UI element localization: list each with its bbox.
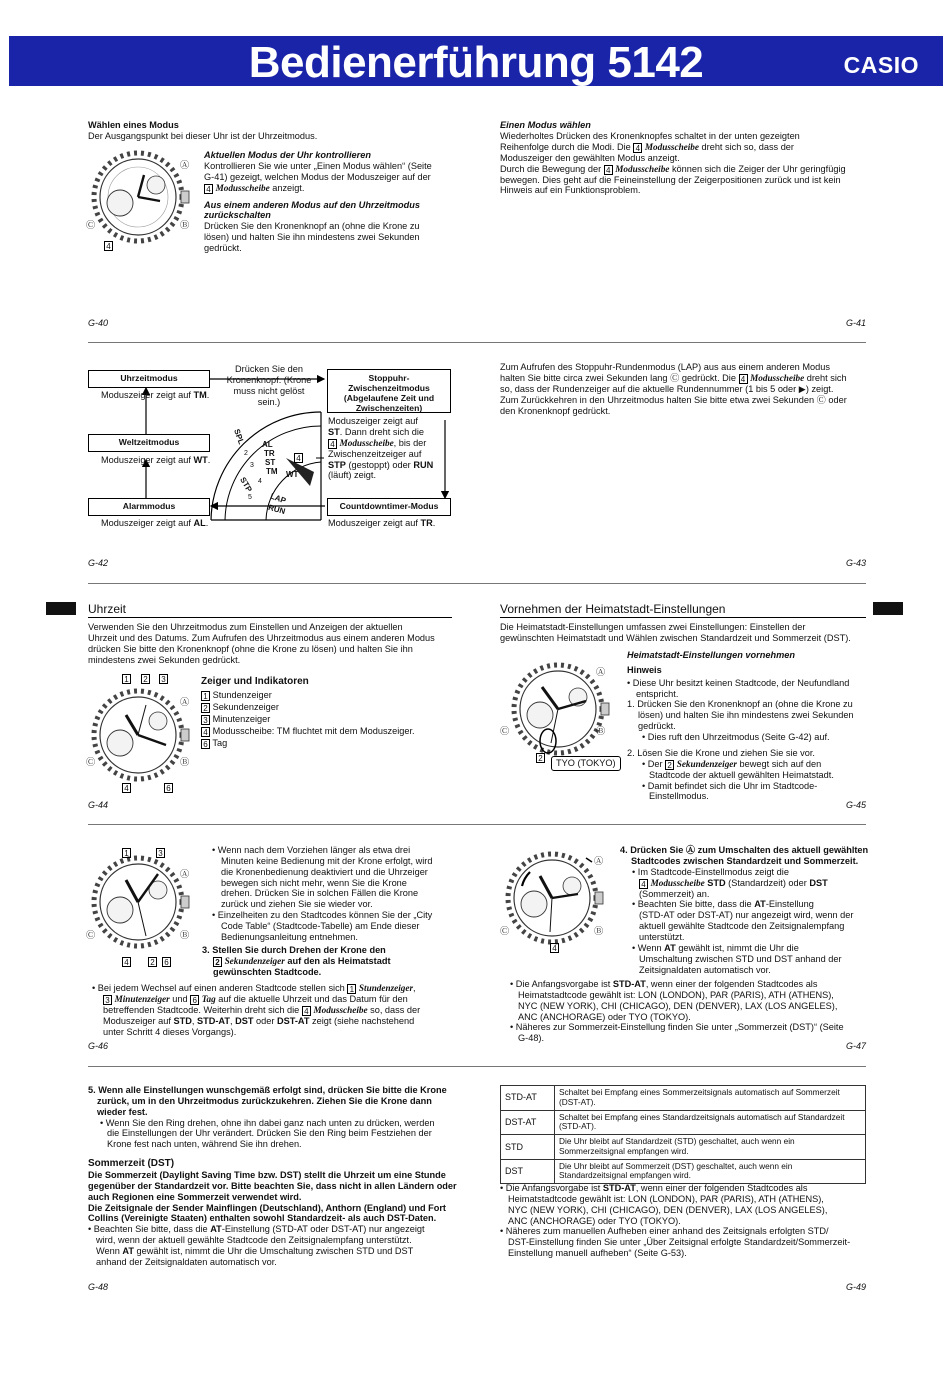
box-uhrzeitmodus: Uhrzeitmodus	[88, 370, 210, 388]
g47-b3c: Umschaltung zwischen STD und DST anhand der	[639, 953, 842, 964]
g49-n1d: NYC (NEW YORK), CHI (CHICAGO), DEN (DENVER), LAX (LOS ANGELES),	[508, 1204, 828, 1215]
g45-sub: Heimatstadt-Einstellungen vornehmen	[627, 650, 795, 660]
g46-b1b: Minuten keine Bedienung mit der Krone erfolgt, wird	[221, 855, 433, 866]
g41-line-3: Moduszeiger den gewählten Modus anzeigt.	[500, 152, 680, 163]
g42-press-line-c: muss nicht gelöst	[233, 385, 305, 396]
g47-b2c: (STD-AT oder DST-AT) nur angezeigt wird, wenn der	[639, 910, 854, 921]
g46-b2b: Code Table“ (Stadtcode-Tabelle) am Ende dieser	[221, 921, 420, 932]
g48-p4: Die Zeitsignale der Sender Mainflingen (Deutschland), Anthorn (England) und Fort	[88, 1202, 446, 1213]
g47-label-a: Ⓐ	[594, 856, 604, 866]
g40-sub1-line-c: 4 Modusscheibe anzeigt.	[204, 183, 454, 194]
section-title-uhrzeit: Uhrzeit	[88, 602, 452, 618]
g40-label-c: Ⓒ	[86, 220, 96, 230]
page-number-g49: G-49	[846, 1282, 867, 1292]
g48-step-5c: wieder fest.	[97, 1106, 148, 1117]
box-stoppuhr: Stoppuhr- Zwischenzeitmodus (Abgelaufene Zeit und Zwischenzeiten)	[327, 369, 451, 413]
g48-b1d: Wenn AT gewählt ist, nimmt die Uhr die Umschaltung zwischen STD und DST	[96, 1245, 414, 1256]
g46-b1c: die Kronenbedienung deaktiviert und die Uhrzeiger	[221, 866, 428, 877]
g45-step-1c: gedrückt.	[638, 721, 676, 732]
g46-p4: Moduszeiger auf STD, STD-AT, DST oder DST-AT zeigt (siehe nachstehend	[103, 1016, 415, 1026]
g41-line-4: Durch die Bewegung der 4 Modusscheibe können sich die Zeiger der Uhr geringfügig	[500, 163, 846, 175]
page-number-g48: G-48	[88, 1282, 109, 1292]
g44-sub: Zeiger und Indikatoren	[201, 676, 309, 687]
g41-line-2: Reihenfolge durch die Modi. Die 4 Modusscheibe dreht sich so, dass der	[500, 141, 794, 153]
g44-label-3: 3	[159, 674, 168, 684]
page-number-g42: G-42	[88, 558, 109, 568]
g48-step-5d: • Wenn Sie den Ring drehen, ohne ihn dabei ganz nach unten zu drücken, werden	[100, 1117, 435, 1128]
g44-label-b: Ⓑ	[180, 757, 190, 767]
g45-note-1b: entspricht.	[636, 688, 679, 699]
table-cell-value: Die Uhr bleibt auf Sommerzeit (DST) geschaltet, auch wenn ein Standardzeitsignal empfangen wird.	[555, 1159, 866, 1184]
g47-n2b: G-48).	[518, 1033, 545, 1044]
table-cell-value: Schaltet bei Empfang eines Sommerzeitsignals automatisch auf Sommerzeit (DST-AT).	[555, 1086, 866, 1111]
g42-press-line-a: Drücken Sie den	[235, 364, 303, 374]
g49-n1e: ANC (ANCHORAGE) oder TYO (TOKYO).	[508, 1215, 681, 1226]
g44-label-1: 1	[122, 674, 131, 684]
dial-label-3: 3	[250, 462, 254, 469]
g45-label-c: Ⓒ	[500, 726, 510, 736]
g45-label-2: 2	[536, 753, 545, 763]
divider	[88, 1066, 866, 1067]
dial-label-lap: LAP	[269, 491, 288, 506]
g46-step-3c: gewünschten Stadtcode.	[213, 966, 322, 977]
g46-b1d: bewegen sich nicht mehr, wenn Sie die Krone	[221, 877, 407, 888]
dial-label-al: AL	[262, 440, 273, 449]
g46-step-3a: 3. Stellen Sie durch Drehen der Krone den	[202, 945, 386, 955]
g49-n1a: • Die Anfangsvorgabe ist STD-AT, wenn einer der folgenden Stadtcodes als	[500, 1183, 808, 1193]
g46-b1e: drehen. Drücken Sie in solchen Fällen die Krone	[221, 888, 419, 899]
g47-n1c: Heimatstadtcode gewählt ist: LON (LONDON), PAR (PARIS), ATH (ATHENS),	[518, 989, 834, 1000]
page-number-g41: G-41	[846, 318, 867, 328]
page-number-g40: G-40	[88, 318, 109, 328]
g42-note-countdown: Moduszeiger zeigt auf TR.	[328, 518, 436, 528]
g41-line-1: Wiederholtes Drücken des Kronenknopfes schaltet in der unten gezeigten	[500, 130, 800, 141]
g48-step-5f: Krone fest nach unten, während Sie ihn drehen.	[107, 1139, 302, 1150]
table-row	[501, 1159, 866, 1184]
g40-label-a: Ⓐ	[180, 160, 190, 170]
g45-hinweis: Hinweis	[627, 664, 662, 675]
g48-sub: Sommerzeit (DST)	[88, 1158, 175, 1170]
divider	[88, 342, 866, 343]
g48-b1a: • Beachten Sie bitte, dass die AT-Einstellung (STD-AT oder DST-AT) nur angezeigt	[88, 1224, 425, 1235]
page-number-g43: G-43	[846, 558, 867, 568]
g44-line-4: mindestens zwei Sekunden gedrückt.	[88, 654, 241, 665]
g48-step-5a: 5. Wenn alle Einstellungen wunschgemäß erfolgt sind, drücken Sie bitte die Krone	[88, 1085, 447, 1095]
g42-note-stop: Moduszeiger zeigt auf ST. Dann dreht sich die 4 Modusscheibe, bis der Zwischenzeitzeiger auf STP (gestoppt) oder RUN (läuft) zeigt.	[328, 416, 434, 481]
dial-label-tm: TM	[266, 467, 278, 476]
g45-step-1d: • Dies ruft den Uhrzeitmodus (Seite G-42) auf.	[642, 732, 830, 743]
brand-logo: CASIO	[843, 52, 919, 78]
g48-b1c: wird, wenn der aktuell gewählte Stadtcode den Zeitsignalempfang unterstützt.	[96, 1235, 412, 1246]
g40-sub2-line-a: Drücken Sie den Kronenknopf an (ohne die Krone zu	[204, 221, 420, 232]
g46-label-6: 6	[162, 957, 171, 967]
g40-heading: Wählen eines Modus	[88, 120, 179, 130]
g47-n1a: • Die Anfangsvorgabe ist STD-AT, wenn einer der folgenden Stadtcodes als	[510, 979, 818, 989]
g46-label-b: Ⓑ	[180, 930, 190, 940]
g45-label-a: Ⓐ	[596, 667, 606, 677]
g43-line-4: Zum Zurückkehren in den Uhrzeitmodus halten Sie bitte etwa zwei Sekunden Ⓒ oder	[500, 394, 847, 405]
dial-label-spl: SPL	[232, 427, 246, 446]
page-number-g45: G-45	[846, 800, 867, 810]
table-cell-key: DST-AT	[501, 1110, 555, 1135]
g44-item-1: 1 Stundenzeiger	[201, 690, 451, 701]
g43-line-5: den Kronenknopf gedrückt.	[500, 405, 611, 416]
g47-label-b: Ⓑ	[594, 926, 604, 936]
divider	[88, 824, 866, 825]
box-weltzeitmodus: Weltzeitmodus	[88, 434, 210, 452]
g40-sub2-line-b: lösen) und halten Sie ihn mindestens zwei Sekunden	[204, 232, 420, 243]
g46-label-c: Ⓒ	[86, 930, 96, 940]
section-tab-right	[873, 602, 903, 615]
g49-n2c: Einstellung manuell aufheben“ (Seite G-53).	[508, 1248, 687, 1259]
g48-p3: auch Regionen eine Sommerzeit verwendet wird.	[88, 1191, 302, 1202]
manual-header	[9, 36, 943, 86]
g42-note-alarm: Moduszeiger zeigt auf AL.	[101, 518, 209, 528]
g46-b2a: • Einzelheiten zu den Stadtcodes können Sie der „City	[212, 910, 433, 921]
g45-step-2a-cont: Stadtcode der aktuell gewählten Heimatstadt.	[649, 769, 834, 780]
dial-label-4: 4	[258, 478, 262, 485]
box-alarmmodus: Alarmmodus	[88, 498, 210, 516]
g47-b2e: unterstützt.	[639, 932, 685, 943]
g40-sub1-line-b: G-41) gezeigt, welchen Modus der Moduszeiger auf der	[204, 171, 431, 182]
dial-label-wt: WT	[286, 470, 299, 479]
table-row	[501, 1110, 866, 1135]
g40-sub2-title-b: zurückschalten	[204, 210, 271, 221]
g45-step-2b-cont: Einstellmodus.	[649, 791, 709, 802]
g42-label-4: 4	[294, 453, 303, 463]
g44-line-1: Verwenden Sie den Uhrzeitmodus zum Einstellen und Anzeigen der aktuellen	[88, 622, 403, 632]
g44-label-a: Ⓐ	[180, 697, 190, 707]
box-countdowntimer: Countdowntimer-Modus	[327, 498, 451, 516]
g46-label-4: 4	[122, 957, 131, 967]
page-number-g47: G-47	[846, 1041, 867, 1051]
g49-n1c: Heimatstadtcode gewählt ist: LON (LONDON), PAR (PARIS), ATH (ATHENS),	[508, 1193, 824, 1204]
dial-label-st: ST	[265, 458, 276, 467]
g41-heading: Einen Modus wählen	[500, 120, 591, 130]
g45-label-b: Ⓑ	[596, 726, 606, 736]
g46-b1a: • Wenn nach dem Vorziehen länger als etwa drei	[212, 845, 411, 855]
g46-b2c: Bedienungsanleitung entnehmen.	[221, 931, 358, 942]
g48-p2: gegenüber der Standardzeit vor. Bitte beachten Sie, dass nicht in allen Ländern oder	[88, 1180, 457, 1191]
g47-label-c: Ⓒ	[500, 926, 510, 936]
g45-tyo-callout: TYO (TOKYO)	[551, 756, 621, 771]
g47-step-4a: 4. Drücken Sie Ⓐ zum Umschalten des aktuell gewählten	[620, 845, 869, 855]
table-cell-key: STD-AT	[501, 1086, 555, 1111]
g42-note-world: Moduszeiger zeigt auf WT.	[101, 455, 211, 465]
section-title-heimatstadt: Vornehmen der Heimatstadt-Einstellungen	[500, 602, 866, 618]
g46-label-2: 2	[148, 957, 157, 967]
g46-p1: • Bei jedem Wechsel auf einen anderen Stadtcode stellen sich 1 Stundenzeiger,	[92, 983, 416, 994]
table-cell-value: Schaltet bei Empfang eines Standardzeitsignals automatisch auf Standardzeit (STD-AT).	[555, 1110, 866, 1135]
g46-p2: 3 Minutenzeiger und 6 Tag auf die aktuelle Uhrzeit und das Datum für den	[92, 994, 462, 1005]
g46-b1f: zurück und ziehen Sie sie wieder vor.	[221, 899, 373, 910]
g40-sub2-line-c: gedrückt.	[204, 243, 242, 254]
g40-sub1-title: Aktuellen Modus der Uhr kontrollieren	[204, 150, 371, 160]
g44-label-c: Ⓒ	[86, 757, 96, 767]
g47-b3d: Zeitsignaldaten automatisch vor.	[639, 964, 771, 975]
g44-line-2: Uhrzeit und des Datums. Zum Aufrufen des Uhrzeitmodus aus einem anderen Modus	[88, 632, 435, 643]
g42-note-time: Moduszeiger zeigt auf TM.	[101, 390, 210, 400]
g41-line-5: bewegen. Dies geht auf die Feineinstellung der Zeigerpositionen zurück und ist kein	[500, 174, 841, 185]
g44-item-4: 4 Modusscheibe: TM fluchtet mit dem Moduszeiger.	[201, 726, 451, 737]
g46-label-1: 1	[122, 848, 131, 858]
g47-label-4: 4	[550, 943, 559, 953]
g46-step-3b: 2 Sekundenzeiger auf den als Heimatstadt	[202, 956, 462, 967]
g44-label-2: 2	[141, 674, 150, 684]
section-tab-left	[46, 602, 76, 615]
g45-line-2: gewünschten Heimatstadt und Wählen zwischen Standardzeit und Sommerzeit (DST).	[500, 632, 851, 643]
divider	[88, 583, 866, 584]
g43-line-1: Zum Aufrufen des Stoppuhr-Rundenmodus (LAP) aus aus einem anderen Modus	[500, 362, 830, 372]
g46-label-a: Ⓐ	[180, 869, 190, 879]
g42-press-line-b: Kronenknopf. (Krone	[226, 374, 312, 385]
g47-n2a: • Näheres zur Sommerzeit-Einstellung finden Sie unter „Sommerzeit (DST)“ (Seite	[510, 1022, 844, 1033]
table-cell-value: Die Uhr bleibt auf Standardzeit (STD) geschaltet, auch wenn ein Sommerzeitsignal empfangen wird.	[555, 1135, 866, 1160]
g47-step-4b: Stadtcodes zwischen Standardzeit und Sommerzeit.	[631, 855, 859, 866]
g44-item-3: 3 Minutenzeiger	[201, 714, 451, 725]
table-row	[501, 1086, 866, 1111]
dial-label-run: RUN	[267, 502, 287, 517]
table-cell-key: DST	[501, 1159, 555, 1184]
g48-step-5b: zurück, um in den Uhrzeitmodus zurückzukehren. Ziehen Sie die Krone dann	[97, 1095, 432, 1106]
page-number-g44: G-44	[88, 800, 109, 810]
dial-label-tr: TR	[264, 449, 275, 458]
g44-label-4: 4	[122, 783, 131, 793]
g44-line-3: drücken Sie bitte den Kronenknopf (ohne die Krone zu lösen) und halten Sie ihn	[88, 643, 413, 654]
page-number-g46: G-46	[88, 1041, 109, 1051]
dial-label-5: 5	[248, 494, 252, 501]
g47-b2d: aktuell gewählte Stadtcode den Zeitsignalempfang	[639, 921, 845, 932]
dst-settings-table	[500, 1085, 866, 1184]
g42-press-line-d: sein.)	[257, 396, 281, 407]
g48-step-5e: die Einstellungen der Uhr verändert. Drücken Sie den Ring beim Festziehen der	[107, 1128, 432, 1139]
g47-b1b: 4 Modusscheibe STD (Standardzeit) oder DST	[620, 878, 870, 889]
g44-item-2: 2 Sekundenzeiger	[201, 702, 451, 713]
g40-intro: Der Ausgangspunkt bei dieser Uhr ist der Uhrzeitmodus.	[88, 131, 318, 141]
g46-label-3: 3	[156, 848, 165, 858]
table-row	[501, 1135, 866, 1160]
g45-step-1b: lösen) und halten Sie ihn mindestens zwei Sekunden	[638, 710, 854, 721]
g40-label-4: 4	[104, 241, 113, 251]
g47-b1a: • Im Stadtcode-Einstellmodus zeigt die	[632, 866, 789, 877]
dial-label-stp: STP	[238, 475, 254, 494]
g40-sub1-line-a: Kontrollieren Sie wie unter „Einen Modus wählen“ (Seite	[204, 160, 432, 171]
g40-label-b: Ⓑ	[180, 220, 190, 230]
g45-step-2b: • Damit befindet sich die Uhr im Stadtcode-	[642, 780, 818, 791]
g47-b2a: • Beachten Sie bitte, dass die AT-Einstellung	[632, 899, 814, 910]
dial-label-2: 2	[244, 450, 248, 457]
g44-label-6: 6	[164, 783, 173, 793]
g43-line-3: so, dass der Rundenzeiger auf die aktuelle Rundennummer (1 bis 5 oder ▶) zeigt.	[500, 383, 834, 394]
g49-n2b: DST-Einstellung finden Sie unter „Über Zeitsignal erfolgte Standardzeit/Sommerzeit-	[508, 1237, 851, 1248]
g46-p5: unter Schritt 4 dieses Vorgangs).	[103, 1026, 237, 1037]
g46-p3: betreffenden Stadtcode. Weiterhin dreht sich die 4 Modusscheibe so, dass der	[103, 1005, 421, 1016]
g47-b1c: (Sommerzeit) an.	[639, 888, 710, 899]
g47-n1e: ANC (ANCHORAGE) oder TYO (TOKYO).	[518, 1011, 691, 1022]
g45-line-1: Die Heimatstadt-Einstellungen umfassen zwei Einstellungen: Einstellen der	[500, 622, 806, 632]
g49-n2a: • Näheres zum manuellen Aufheben einer anhand des Zeitsignals erfolgten STD/	[500, 1226, 829, 1237]
g47-b3a: • Wenn AT gewählt ist, nimmt die Uhr die	[632, 942, 799, 953]
g41-line-6: Hinweis auf ein Funktionsproblem.	[500, 185, 641, 196]
g45-step-2a: • Der 2 Sekundenzeiger bewegt sich auf den	[642, 758, 822, 770]
g48-p5: Collins (Vereinigte Staaten) enthalten sowohl Standardzeit- als auch DST-Daten.	[88, 1213, 437, 1224]
g44-item-6: 6 Tag	[201, 738, 451, 749]
g40-sub2-title-a: Aus einem anderen Modus auf den Uhrzeitmodus	[204, 199, 420, 210]
table-cell-key: STD	[501, 1135, 555, 1160]
g48-p1: Die Sommerzeit (Daylight Saving Time bzw. DST) stellt die Uhrzeit um eine Stunde	[88, 1169, 446, 1180]
g45-step-1a: 1. Drücken Sie den Kronenknopf an (ohne die Krone zu	[627, 699, 853, 710]
g45-note-1a: • Diese Uhr besitzt keinen Stadtcode, der Neufundland	[627, 677, 850, 688]
g48-b1f: anhand der Zeitsignaldaten automatisch vor.	[96, 1256, 277, 1267]
g43-line-2: halten Sie bitte circa zwei Sekunden lang Ⓒ gedrückt. Die 4 Modusscheibe dreht sich	[500, 372, 847, 384]
g45-step-2: 2. Lösen Sie die Krone und ziehen Sie sie vor.	[627, 747, 815, 758]
page-title: Bedienerführung 5142	[248, 38, 704, 87]
g47-n1d: NYC (NEW YORK), CHI (CHICAGO), DEN (DENVER), LAX (LOS ANGELES),	[518, 1000, 838, 1011]
